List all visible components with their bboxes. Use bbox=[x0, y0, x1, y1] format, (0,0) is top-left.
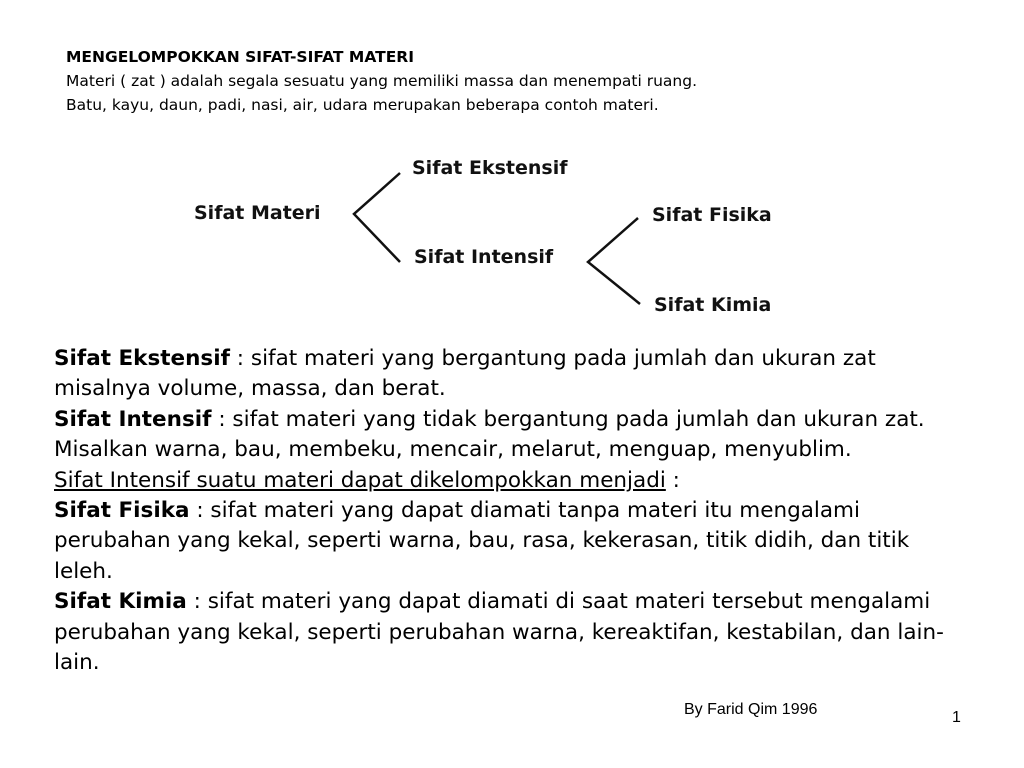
term-intensif: Sifat Intensif bbox=[54, 406, 212, 432]
node-sifat-intensif: Sifat Intensif bbox=[414, 246, 554, 268]
definitions-block bbox=[54, 344, 974, 678]
intensif-group-colon: : bbox=[665, 467, 680, 493]
author-credit: By Farid Qim 1996 bbox=[684, 701, 818, 718]
def-ekstensif: : sifat materi yang bergantung pada jumlah dan ukuran zat misalnya volume, massa, dan berat. bbox=[54, 346, 876, 402]
node-sifat-kimia: Sifat Kimia bbox=[654, 294, 772, 316]
classification-diagram bbox=[0, 0, 1024, 330]
node-sifat-fisika: Sifat Fisika bbox=[652, 204, 772, 226]
definition-fisika bbox=[54, 496, 974, 587]
intensif-group-line bbox=[54, 466, 974, 496]
definition-ekstensif bbox=[54, 344, 974, 405]
intro-line-2: Batu, kayu, daun, padi, nasi, air, udara merupakan beberapa contoh materi. bbox=[66, 96, 659, 114]
def-kimia: : sifat materi yang dapat diamati di saat materi tersebut mengalami perubahan yang kekal, seperti perubahan warna, kereaktifan, kestabilan, dan lain-lain. bbox=[54, 589, 944, 676]
term-kimia: Sifat Kimia bbox=[54, 589, 187, 615]
node-sifat-materi: Sifat Materi bbox=[194, 202, 321, 224]
intensif-group-heading: Sifat Intensif suatu materi dapat dikelompokkan menjadi bbox=[54, 467, 666, 493]
def-intensif: : sifat materi yang tidak bergantung pada jumlah dan ukuran zat. Misalkan warna, bau, membeku, mencair, melarut, menguap, menyublim. bbox=[54, 406, 925, 463]
intro-line-1: Materi ( zat ) adalah segala sesuatu yang memiliki massa dan menempati ruang. bbox=[66, 72, 697, 90]
def-fisika: : sifat materi yang dapat diamati tanpa materi itu mengalami perubahan yang kekal, seperti warna, bau, rasa, kekerasan, titik didih, dan titik leleh. bbox=[54, 498, 910, 584]
page-number: 1 bbox=[952, 709, 961, 726]
node-sifat-ekstensif: Sifat Ekstensif bbox=[412, 157, 568, 179]
branch-root bbox=[354, 173, 400, 262]
term-ekstensif: Sifat Ekstensif bbox=[54, 346, 230, 371]
branch-intensif bbox=[588, 218, 640, 304]
term-fisika: Sifat Fisika bbox=[54, 498, 190, 524]
page-title: MENGELOMPOKKAN SIFAT-SIFAT MATERI bbox=[66, 48, 414, 66]
definition-intensif bbox=[54, 405, 974, 466]
definition-kimia bbox=[54, 587, 974, 678]
